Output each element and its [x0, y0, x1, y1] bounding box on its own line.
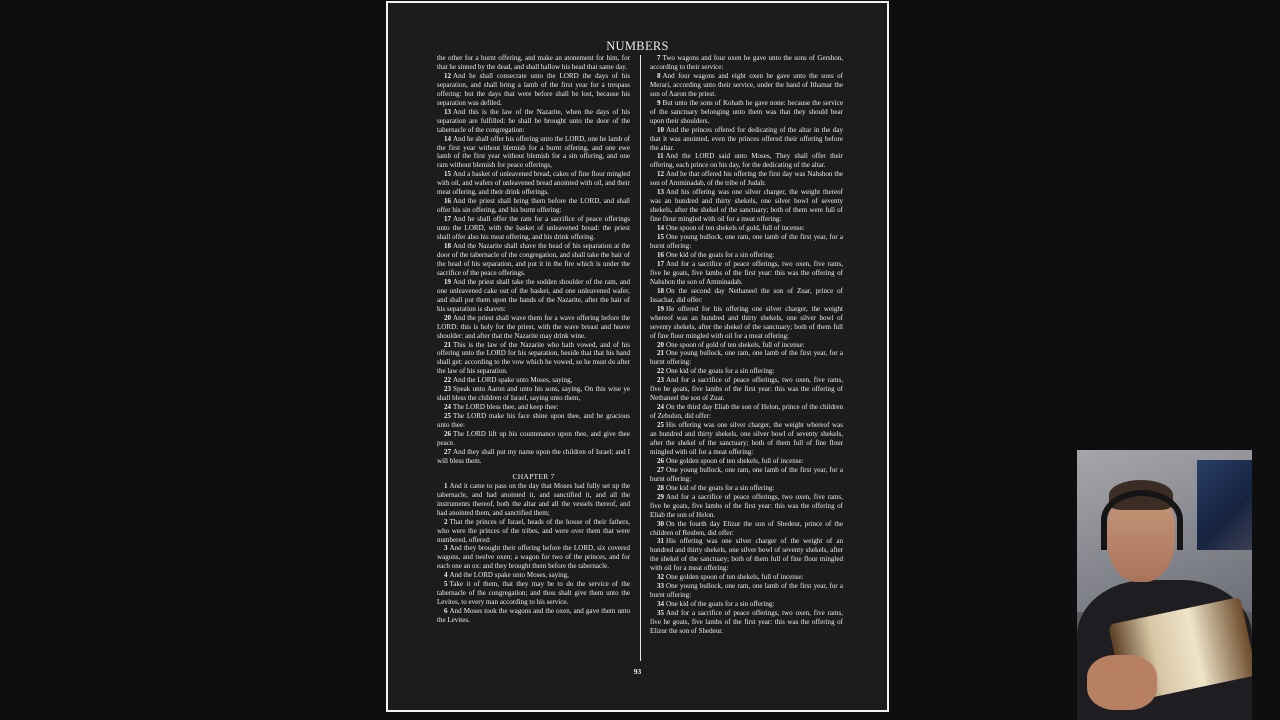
verse-text: Two wagons and four oxen he gave unto the sons of Gershon, according to their service:: [650, 54, 843, 71]
verse-text: That the princes of Israel, heads of the house of their fathers, who were the princes of the tribes, and were over them that were numbered, offered:: [437, 517, 630, 544]
verse-number: 27: [444, 447, 452, 456]
verse-number: 12: [657, 170, 665, 179]
verse-number: 8: [657, 71, 661, 80]
verse-text: And the Nazarite shall shave the head of his separation at the door of the tabernacle of the congregation, and shall take the hair of the head of his separation, and put it in the fire which is under the sacrifice of the peace offerings.: [437, 242, 630, 277]
verse: [650, 457, 843, 466]
verse-text: Speak unto Aaron and unto his sons, saying, On this wise ye shall bless the children of Israel, saying unto them,: [437, 385, 630, 403]
verse-text: One young bullock, one ram, one lamb of the first year, for a burnt offering:: [650, 465, 843, 483]
verse-text: And Moses took the wagons and the oxen, and gave them unto the Levites.: [437, 607, 630, 625]
verse-number: 5: [444, 580, 448, 589]
verse: [437, 314, 630, 341]
verse: [650, 537, 843, 573]
verse-text: One spoon of gold of ten shekels, full of incense:: [666, 340, 805, 349]
verse-text: One young bullock, one ram, one lamb of the first year, for a burnt offering:: [650, 349, 843, 367]
verse-number: 35: [657, 609, 665, 618]
verse-number: 18: [444, 242, 452, 251]
verse: [650, 54, 843, 72]
verse-text: But unto the sons of Kohath he gave none: because the service of the sanctuary belonging unto them was that they should bear upon their shoulders.: [650, 98, 843, 125]
webcam-wall-art: [1197, 460, 1252, 550]
page-title: NUMBERS: [606, 39, 669, 53]
verse: [437, 215, 630, 242]
verse-text: the other for a burnt offering, and make an atonement for him, for that he sinned by the dead, and shall hallow his head that same day.: [437, 54, 630, 71]
verse-text: The LORD make his face shine upon thee, and be gracious unto thee:: [437, 412, 630, 430]
right-verse-list: [650, 54, 843, 636]
verse: [650, 251, 843, 260]
verse: [650, 224, 843, 233]
verse: [437, 518, 630, 545]
verse: [437, 403, 630, 412]
right-column: [650, 54, 843, 636]
verse-number: 22: [444, 376, 452, 385]
verse-text: And they shall put my name upon the children of Israel; and I will bless them.: [437, 447, 630, 465]
verse-number: 16: [657, 250, 665, 259]
verse-number: 14: [444, 134, 452, 143]
verse-number: 34: [657, 600, 665, 609]
verse: [437, 580, 630, 607]
verse-number: 6: [444, 607, 448, 616]
verse-number: 16: [444, 197, 452, 206]
verse: [650, 349, 843, 367]
verse-number: 30: [657, 519, 665, 528]
verse: [437, 197, 630, 215]
verse: [437, 430, 630, 448]
verse-text: And the LORD said unto Moses, They shall offer their offering, each prince on his day, for the dedicating of the altar.: [650, 152, 843, 170]
verse: [437, 242, 630, 278]
verse-text: One golden spoon of ten shekels, full of incense:: [666, 456, 804, 465]
verse-text: And the LORD spake unto Moses, saying,: [453, 376, 573, 385]
left-column: [437, 54, 630, 625]
verse: [650, 152, 843, 170]
verse: [437, 482, 630, 518]
verse-number: 21: [444, 340, 452, 349]
verse: [650, 376, 843, 403]
verse-number: 24: [657, 403, 665, 412]
verse: [437, 72, 630, 108]
verse-number: 15: [444, 170, 452, 179]
verse-text: Take it of them, that they may be to do the service of the tabernacle of the congregation; and thou shalt give them unto the Levites, to every man according to his service.: [437, 580, 630, 607]
verse-number: 14: [657, 224, 665, 233]
verse: [650, 600, 843, 609]
verse-number: 3: [444, 544, 448, 553]
verse: [650, 341, 843, 350]
verse-number: 11: [657, 152, 664, 161]
verse-text: He offered for his offering one silver charger, the weight whereof was an hundred and thirty shekels, one silver bowl of seventy shekels, after the shekel of the sanctuary; both of them full of fine flour mingled with oil for a meat offering:: [650, 304, 843, 340]
scripture-page: [386, 1, 889, 712]
verse-text: And he that offered his offering the first day was Nahshon the son of Amminadab, of the tribe of Judah:: [650, 170, 843, 188]
verse-number: 25: [657, 421, 665, 430]
verse-text: And four wagons and eight oxen he gave unto the sons of Merari, according unto their service, under the hand of Ithamar the son of Aaron the priest.: [650, 71, 843, 98]
verse-text: One kid of the goats for a sin offering:: [666, 483, 775, 492]
verse: [437, 341, 630, 377]
verse-number: 12: [444, 71, 452, 80]
verse-number: 33: [657, 582, 665, 591]
verse-number: 4: [444, 571, 448, 580]
verse-number: 13: [657, 188, 665, 197]
verse-number: 18: [657, 286, 665, 295]
verse: [650, 609, 843, 636]
verse-number: 17: [444, 215, 452, 224]
verse: [650, 170, 843, 188]
verse-number: 10: [657, 125, 665, 134]
verse: [650, 582, 843, 600]
webcam-person-hand: [1087, 655, 1157, 710]
verse: [437, 385, 630, 403]
verse-text: One young bullock, one ram, one lamb of the first year, for a burnt offering:: [650, 233, 843, 251]
verse-text: And it came to pass on the day that Moses had fully set up the tabernacle, and had anointed it, and sanctified it, and all the instruments thereof, both the altar and all the vessels thereof, and had anointed them, and sanctified them;: [437, 481, 630, 517]
verse: [650, 493, 843, 520]
verse-text: And for a sacrifice of peace offerings, two oxen, five rams, five he goats, five lambs of the first year: this was the offering of Nethaneel the son of Zuar.: [650, 376, 843, 403]
verse-text: One spoon of ten shekels of gold, full of incense:: [666, 224, 805, 233]
verse-text: And he shall offer his offering unto the LORD, one he lamb of the first year without blemish for a burnt offering, and one ewe lamb of the first year without blemish for a sin offering, and one ram without blemish for peace offerings,: [437, 134, 630, 170]
verse-number: 32: [657, 573, 665, 582]
verse-text: And they brought their offering before the LORD, six covered wagons, and twelve oxen; a wagon for two of the princes, and for each one an ox: and they brought them before the tabernacle.: [437, 544, 630, 571]
verse-number: 26: [444, 430, 452, 439]
verse-text: And his offering was one silver charger, the weight thereof was an hundred and thirty shekels, one silver bowl of seventy shekels, after the shekel of the sanctuary; both of them were full of fine flour mingled with oil for a meat offering:: [650, 188, 843, 224]
verse-number: 20: [657, 340, 665, 349]
verse: [437, 412, 630, 430]
page-number: 93: [633, 667, 642, 676]
verse: [437, 108, 630, 135]
verse: [437, 571, 630, 580]
verse-text: One young bullock, one ram, one lamb of the first year, for a burnt offering:: [650, 582, 843, 600]
verse-text: And this is the law of the Nazarite, when the days of his separation are fulfilled: he shall be brought unto the door of the tabernacle of the congregation:: [437, 107, 630, 134]
verse: [437, 544, 630, 571]
verse-text: The LORD lift up his countenance upon thee, and give thee peace.: [437, 430, 630, 447]
chapter-verse-list: [437, 482, 630, 625]
verse-text: On the fourth day Elizur the son of Shedeur, prince of the children of Reuben, did offer:: [650, 519, 843, 537]
verse-text: On the third day Eliab the son of Helon, prince of the children of Zebulun, did offer:: [650, 403, 843, 421]
verse-number: 26: [657, 456, 665, 465]
verse-number: 27: [657, 465, 665, 474]
verse-text: And the princes offered for dedicating of the altar in the day that it was anointed, even the princes offered their offering before the altar.: [650, 125, 843, 152]
verse-number: 24: [444, 403, 452, 412]
verse-text: One kid of the goats for a sin offering:: [666, 367, 775, 376]
verse-number: 31: [657, 537, 665, 546]
verse-number: 23: [657, 376, 665, 385]
verse: [650, 520, 843, 538]
verse-text: One golden spoon of ten shekels, full of incense:: [666, 573, 804, 582]
verse: [650, 466, 843, 484]
verse-text: And the LORD spake unto Moses, saying,: [449, 571, 569, 580]
verse-number: 9: [657, 98, 661, 107]
verse-text: On the second day Nethaneel the son of Zuar, prince of Issachar, did offer:: [650, 286, 843, 304]
verse-text: And the priest shall wave them for a wave offering before the LORD: this is holy for the priest, with the wave breast and heave shoulder: and after that the Nazarite may drink wine.: [437, 313, 630, 340]
chapter-heading: CHAPTER 7: [512, 471, 555, 481]
verse: [650, 126, 843, 153]
verse: [437, 54, 630, 72]
verse: [650, 287, 843, 305]
verse-number: 13: [444, 107, 452, 116]
verse-number: 23: [444, 385, 452, 394]
verse: [650, 233, 843, 251]
verse: [437, 135, 630, 171]
verse: [650, 484, 843, 493]
verse: [650, 367, 843, 376]
verse-number: 2: [444, 517, 448, 526]
verse-text: One kid of the goats for a sin offering:: [666, 250, 775, 259]
verse: [437, 278, 630, 314]
verse-text: And for a sacrifice of peace offerings, two oxen, five rams, five he goats, five lambs of the first year: this was the offering of Elizur the son of Shedeur.: [650, 609, 843, 635]
webcam-overlay: [1077, 450, 1252, 720]
verse-number: 15: [657, 233, 665, 242]
verse-text: The LORD bless thee, and keep thee:: [453, 403, 559, 412]
verse-number: 21: [657, 349, 665, 358]
verse: [437, 170, 630, 197]
verse-text: And a basket of unleavened bread, cakes of fine flour mingled with oil, and wafers of unleavened bread anointed with oil, and their meat offering, and their drink offerings.: [437, 170, 630, 197]
verse-number: 7: [657, 54, 661, 62]
verse-number: 19: [657, 304, 665, 313]
left-verse-list: [437, 54, 630, 466]
verse-text: And for a sacrifice of peace offerings, two oxen, five rams, five he goats, five lambs of the first year: this was the offering of Nahshon the son of Amminadab.: [650, 259, 843, 286]
verse-number: 28: [657, 483, 665, 492]
verse-text: This is the law of the Nazarite who hath vowed, and of his offering unto the LORD for his separation, beside that that his hand shall get: according to the vow which he vowed, so he must do after the law of his separation.: [437, 340, 630, 376]
verse-text: One kid of the goats for a sin offering:: [666, 600, 775, 609]
verse: [650, 260, 843, 287]
verse: [650, 573, 843, 582]
column-divider: [640, 55, 641, 661]
verse-text: And the priest shall take the sodden shoulder of the ram, and one unleavened cake out of the basket, and one unleavened wafer, and shall put them upon the hands of the Nazarite, after the hair of his separation is shaven:: [437, 277, 630, 313]
verse: [437, 448, 630, 466]
verse-number: 17: [657, 259, 665, 268]
verse: [650, 188, 843, 224]
verse-text: And the priest shall bring them before the LORD, and shall offer his sin offering, and his burnt offering:: [437, 197, 630, 215]
verse: [650, 99, 843, 126]
verse: [650, 305, 843, 341]
verse: [437, 376, 630, 385]
verse-number: 25: [444, 412, 452, 421]
verse-text: And he shall offer the ram for a sacrifice of peace offerings unto the LORD, with the basket of unleavened bread: the priest shall offer also his meat offering, and his drink offering.: [437, 215, 630, 242]
verse-text: His offering was one silver charger, the weight whereof was an hundred and thirty shekels, one silver bowl of seventy shekels, after the shekel of the sanctuary; both of them full of fine flour mingled with oil for a meat offering:: [650, 421, 843, 456]
verse-text: And for a sacrifice of peace offerings, two oxen, five rams, five he goats, five lambs of the first year: this was the offering of Eliab the son of Helon.: [650, 492, 843, 519]
verse: [650, 403, 843, 421]
verse: [437, 607, 630, 625]
verse-number: 1: [444, 481, 448, 490]
verse: [650, 72, 843, 99]
verse-text: And he shall consecrate unto the LORD the days of his separation, and shall bring a lamb of the first year for a trespass offering: but the days that were before shall be lost, because his separation was defiled.: [437, 71, 630, 107]
verse-number: 29: [657, 492, 665, 501]
verse: [650, 421, 843, 457]
verse-number: 19: [444, 277, 452, 286]
verse-number: 22: [657, 367, 665, 376]
verse-text: His offering was one silver charger of the weight of an hundred and thirty shekels, one silver bowl of seventy shekels, after the shekel of the sanctuary; both of them full of fine flour mingled with oil for a meat offering:: [650, 537, 843, 573]
headphones-icon: [1101, 490, 1183, 550]
verse-number: 20: [444, 313, 452, 322]
